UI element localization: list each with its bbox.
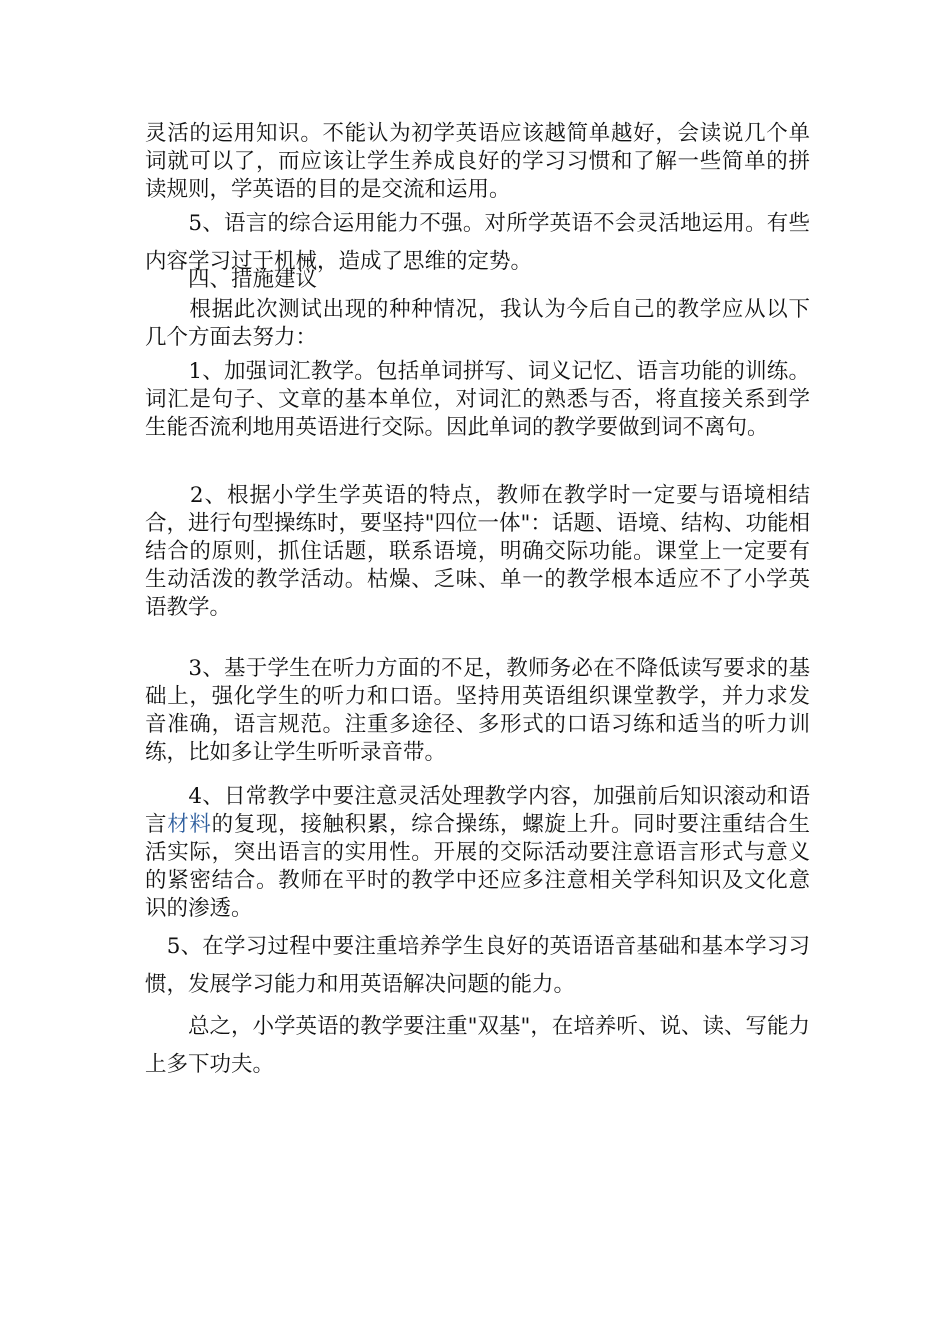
paragraph-item-5-study-habits: 5、在学习过程中要注重培养学生良好的英语语音基础和基本学习习惯，发展学习能力和用英语解决问题的能力。: [145, 934, 810, 997]
paragraph-intro-measures: 根据此次测试出现的种种情况，我认为今后自己的教学应从以下几个方面去努力：: [145, 297, 810, 350]
paragraph-item-2-context: 2、根据小学生学英语的特点，教师在教学时一定要与语境相结合，进行句型操练时，要坚持"四位一体"：话题、语境、结构、功能相结合的原则，抓住话题，联系语境，明确交际功能。课堂上一定要有生动活泼的教学活动。枯燥、乏味、单一的教学根本适应不了小学英语教学。: [145, 483, 810, 620]
paragraph-item-3-listening: 3、基于学生在听力方面的不足，教师务必在不降低读写要求的基础上，强化学生的听力和口语。坚持用英语组织课堂教学，并力求发音准确，语言规范。注重多途径、多形式的口语习练和适当的听力训练，比如多让学生听听录音带。: [145, 656, 810, 765]
paragraph-item-5-language-ability: 5、语言的综合运用能力不强。对所学英语不会灵活地运用。有些内容学习过于机械，造成了思维的定势。: [145, 211, 810, 274]
section-heading-measures: 四、措施建议: [145, 267, 318, 292]
paragraph-item-4-text-start: 4、日常教学中要注意灵活处理教学内容，加强前后知识滚动和语言: [145, 784, 810, 837]
materials-link[interactable]: 材料: [167, 812, 212, 837]
paragraph-item-1-vocabulary: [145, 358, 810, 442]
paragraph-conclusion: 总之，小学英语的教学要注重"双基"，在培养听、说、读、写能力上多下功夫。: [145, 1014, 810, 1077]
paragraph-item-1-text: 1、加强词汇教学。包括单词拼写、词义记忆、语言功能的训练。词汇是句子、文章的基本单位，对词汇的熟悉与否，将直接关系到学生能否流利地用英语进行交际。因此单词的教学要做到词不离句。: [145, 359, 810, 440]
paragraph-knowledge-usage: 灵活的运用知识。不能认为初学英语应该越简单越好，会读说几个单词就可以了，而应该让学生养成良好的学习习惯和了解一些简单的拼读规则，学英语的目的是交流和运用。: [145, 121, 810, 202]
paragraph-item-4-text-end: 的复现，接触积累，综合操练，螺旋上升。同时要注重结合生活实际，突出语言的实用性。开展的交际活动要注意语言形式与意义的紧密结合。教师在平时的教学中还应多注意相关学科知识及文化意识的渗透。: [145, 812, 810, 921]
paragraph-item-4-daily-teaching: [145, 783, 810, 923]
